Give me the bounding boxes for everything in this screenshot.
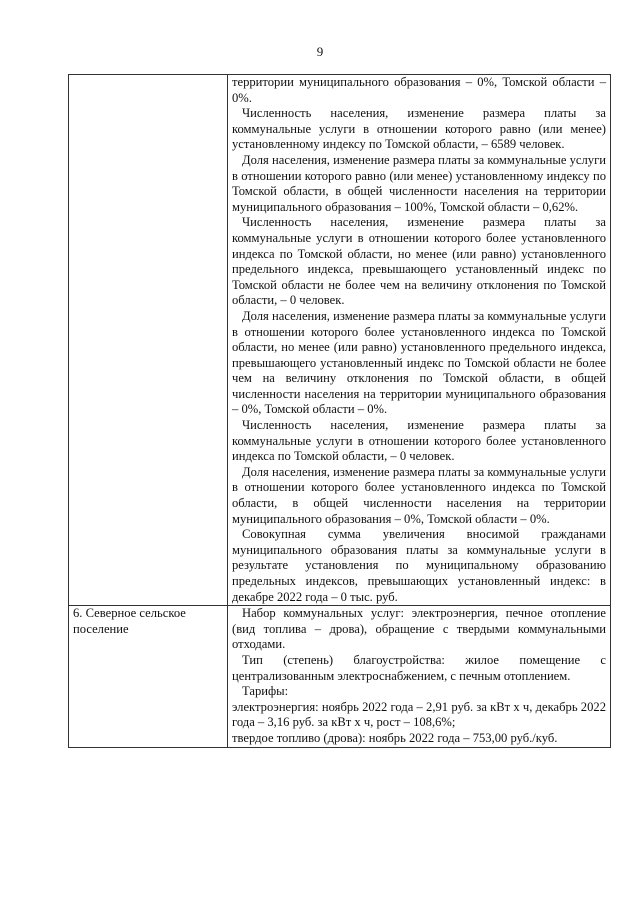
row-content-cell [228,606,611,747]
paragraph: твердое топливо (дрова): ноябрь 2022 года – 753,00 руб./куб. [232,730,558,745]
paragraph: Численность населения, изменение размера платы за коммунальные услуги в отношении которого равно (или менее) установленному индексу по Томской области, – 6589 человек. [232,106,606,152]
paragraph: Доля населения, изменение размера платы за коммунальные услуги в отношении которого более установленного индекса по Томской области, но менее (или равно) установленного предельного индекса, превышающего установленный индекс по Томской области не более чем на величину отклонения по Томской области, в общей численности населения на территории муниципального образования – 0%, Томской области – 0%. [232,308,606,417]
row-label-cell: 6. Северное сельское поселение [69,606,228,747]
row-label-cell [69,75,228,606]
table-row [69,606,611,747]
paragraph: Набор коммунальных услуг: электроэнергия, печное отопление (вид топлива – дрова), обращение с твердыми коммунальными отходами. [232,606,606,652]
paragraph: Доля населения, изменение размера платы за коммунальные услуги в отношении которого равно (или менее) установленному индексу по Томской области, в общей численности населения на территории муниципального образования – 100%, Томской области – 0,62%. [232,152,606,214]
row-content-cell [228,75,611,606]
paragraph: Численность населения, изменение размера платы за коммунальные услуги в отношении которого более установленного индекса по Томской области, но менее (или равно) установленного предельного индекса, превышающего установленный индекс по Томской области не более чем на величину отклонения по Томской области, – 0 человек. [232,215,606,308]
paragraph: электроэнергия: ноябрь 2022 года – 2,91 руб. за кВт х ч, декабрь 2022 года – 3,16 руб. за кВт х ч, рост – 108,6%; [232,699,606,730]
paragraph: территории муниципального образования – 0%, Томской области – 0%. [232,75,606,105]
page-number: 9 [316,44,324,59]
paragraph: Тарифы: [242,684,289,699]
table-row [69,75,611,606]
paragraph: Тип (степень) благоустройства: жилое помещение с централизованным электроснабжением, с печным отоплением. [232,652,606,683]
paragraph: Совокупная сумма увеличения вносимой гражданами муниципального образования платы за коммунальные услуги в результате установления по муниципальному образованию предельных индексов, превышающих установленный индекс: в декабре 2022 года – 0 тыс. руб. [232,527,606,604]
paragraph: Доля населения, изменение размера платы за коммунальные услуги в отношении которого более установленного индекса по Томской области, в общей численности населения на территории муниципального образования – 0%, Томской области – 0%. [232,464,606,526]
document-table [68,74,611,748]
paragraph: Численность населения, изменение размера платы за коммунальные услуги в отношении которого более установленного индекса по Томской области, – 0 человек. [232,418,606,464]
